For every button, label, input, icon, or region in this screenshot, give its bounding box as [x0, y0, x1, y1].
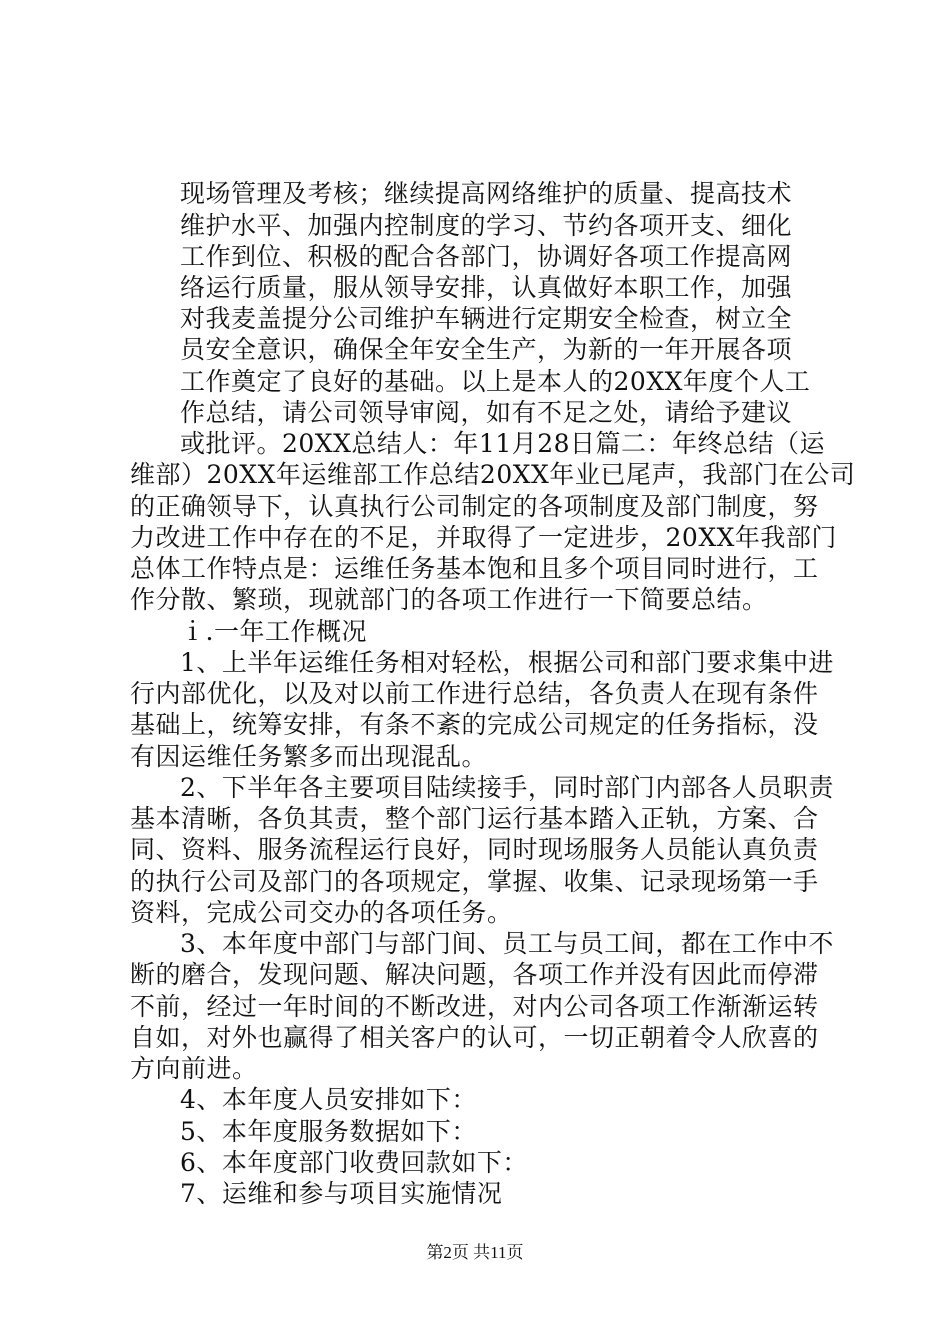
text-line: 作分散、繁琐，现就部门的各项工作进行一下简要总结。	[130, 585, 768, 614]
text-line: 基础上，统筹安排，有条不紊的完成公司规定的任务指标，没	[130, 710, 819, 739]
text-line: 资料，完成公司交办的各项任务。	[130, 898, 513, 927]
text-line: 或批评。20XX总结人：年11月28日篇二：年终总结（运	[180, 429, 826, 458]
text-line: 作总结，请公司领导审阅，如有不足之处，请给予建议	[180, 398, 793, 427]
text-line: 络运行质量，服从领导安排，认真做好本职工作，加强	[180, 273, 793, 302]
text-line: 维部）20XX年运维部工作总结20XX年业已尾声，我部门在公司	[130, 460, 856, 489]
text-line: 有因运维任务繁多而出现混乱。	[130, 742, 488, 771]
list-item: 4、本年度人员安排如下：	[180, 1085, 477, 1114]
text-line: 现场管理及考核；继续提高网络维护的质量、提高技术	[180, 179, 793, 208]
text-line: 同、资料、服务流程运行良好，同时现场服务人员能认真负责	[130, 835, 819, 864]
section-heading: ｉ.一年工作概况	[180, 617, 367, 646]
text-line: 3、本年度中部门与部门间、员工与员工间，都在工作中不	[180, 929, 834, 958]
text-line: 工作到位、积极的配合各部门，协调好各项工作提高网	[180, 242, 793, 271]
text-line: 行内部优化，以及对以前工作进行总结，各负责人在现有条件	[130, 679, 819, 708]
list-item: 6、本年度部门收费回款如下：	[180, 1148, 528, 1177]
list-item: 5、本年度服务数据如下：	[180, 1117, 477, 1146]
text-line: 2、下半年各主要项目陆续接手，同时部门内部各人员职责	[180, 773, 834, 802]
text-line: 断的磨合，发现问题、解决问题，各项工作并没有因此而停滞	[130, 960, 819, 989]
text-line: 的执行公司及部门的各项规定，掌握、收集、记录现场第一手	[130, 867, 819, 896]
text-line: 不前，经过一年时间的不断改进，对内公司各项工作渐渐运转	[130, 992, 819, 1021]
text-line: 的正确领导下，认真执行公司制定的各项制度及部门制度，努	[130, 492, 819, 521]
text-line: 1、上半年运维任务相对轻松，根据公司和部门要求集中进	[180, 648, 834, 677]
list-item: 7、运维和参与项目实施情况	[180, 1179, 503, 1208]
page-number-footer: 第2页 共11页	[426, 1243, 524, 1262]
text-line: 自如，对外也赢得了相关客户的认可，一切正朝着令人欣喜的	[130, 1023, 819, 1052]
text-line: 工作奠定了良好的基础。以上是本人的20XX年度个人工	[180, 367, 811, 396]
text-line: 力改进工作中存在的不足，并取得了一定进步，20XX年我部门	[130, 523, 837, 552]
text-line: 总体工作特点是：运维任务基本饱和且多个项目同时进行，工	[130, 554, 819, 583]
text-line: 基本清晰，各负其责，整个部门运行基本踏入正轨，方案、合	[130, 804, 819, 833]
text-line: 员安全意识，确保全年安全生产，为新的一年开展各项	[180, 335, 793, 364]
text-line: 维护水平、加强内控制度的学习、节约各项开支、细化	[180, 211, 793, 240]
text-line: 对我麦盖提分公司维护车辆进行定期安全检查，树立全	[180, 304, 793, 333]
text-line: 方向前进。	[130, 1054, 258, 1083]
